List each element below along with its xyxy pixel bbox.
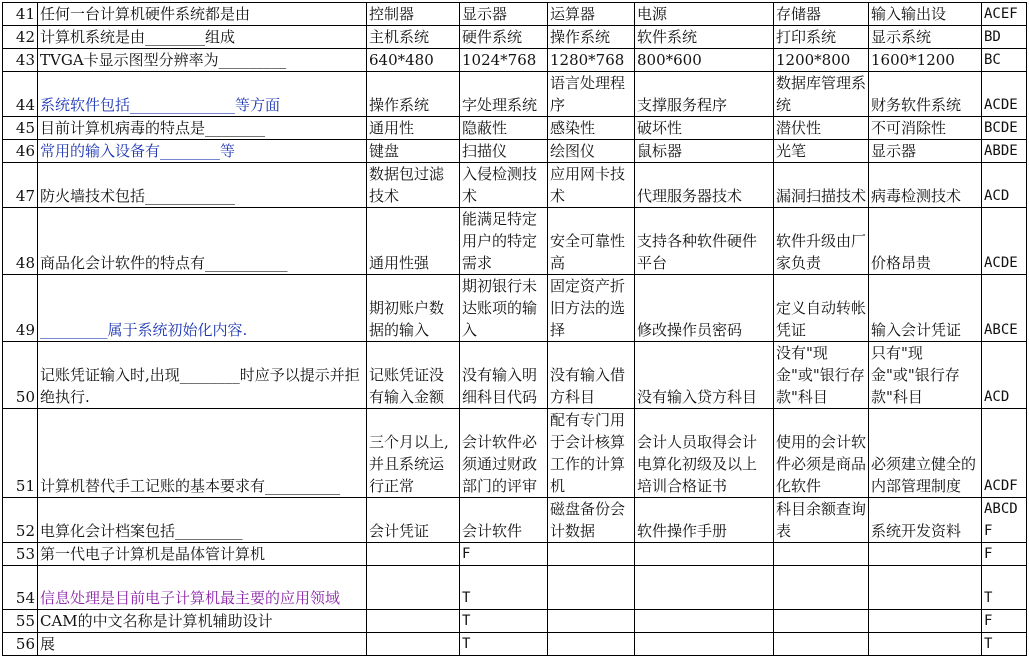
row-number: 51 — [3, 409, 38, 498]
row-number: 53 — [3, 543, 38, 566]
answer-cell: T — [982, 633, 1027, 656]
option-a-cell — [367, 633, 460, 656]
row-number: 49 — [3, 275, 38, 342]
option-b-cell: 扫描仪 — [460, 140, 548, 163]
option-e-cell: 1200*800 — [774, 49, 869, 72]
table-row — [3, 566, 1027, 610]
question-cell: _________属于系统初始化内容. — [38, 275, 367, 342]
option-a-cell: 通用性 — [367, 117, 460, 140]
answer-cell: ACDE — [982, 72, 1027, 117]
row-number: 55 — [3, 610, 38, 633]
option-f-cell — [869, 566, 982, 610]
option-e-cell: 使用的会计软件必须是商品化软件 — [774, 409, 869, 498]
option-c-cell — [548, 543, 635, 566]
option-a-cell: 数据包过滤技术 — [367, 163, 460, 208]
option-b-cell: 隐蔽性 — [460, 117, 548, 140]
option-c-cell: 磁盘备份会计数据 — [548, 498, 635, 543]
option-e-cell — [774, 610, 869, 633]
table-row — [3, 342, 1027, 409]
answer-cell: ACDF — [982, 409, 1027, 498]
row-number: 41 — [3, 3, 38, 26]
option-a-cell: 期初账户数据的输入 — [367, 275, 460, 342]
option-a-cell: 主机系统 — [367, 26, 460, 49]
option-b-cell: 会计软件 — [460, 498, 548, 543]
option-b-cell: 显示器 — [460, 3, 548, 26]
row-number: 43 — [3, 49, 38, 72]
question-cell: 第一代电子计算机是晶体管计算机 — [38, 543, 367, 566]
question-cell: 信息处理是目前电子计算机最主要的应用领域 — [38, 566, 367, 610]
question-cell: 记账凭证输入时,出现________时应予以提示并拒绝执行. — [38, 342, 367, 409]
table-row — [3, 26, 1027, 49]
table-row — [3, 610, 1027, 633]
option-a-cell — [367, 610, 460, 633]
question-cell: 系统软件包括______________等方面 — [38, 72, 367, 117]
answer-cell: BD — [982, 26, 1027, 49]
option-f-cell: 输入输出设 — [869, 3, 982, 26]
option-c-cell: 运算器 — [548, 3, 635, 26]
option-f-cell: 病毒检测技术 — [869, 163, 982, 208]
option-a-cell — [367, 543, 460, 566]
option-b-cell: 期初银行未达账项的输入 — [460, 275, 548, 342]
option-f-cell: 显示器 — [869, 140, 982, 163]
option-d-cell: 鼠标器 — [635, 140, 774, 163]
option-f-cell: 必须建立健全的内部管理制度 — [869, 409, 982, 498]
table-row — [3, 498, 1027, 543]
question-cell: CAM的中文名称是计算机辅助设计 — [38, 610, 367, 633]
question-cell: 电算化会计档案包括_________ — [38, 498, 367, 543]
option-f-cell — [869, 633, 982, 656]
table-row — [3, 633, 1027, 656]
table-row — [3, 49, 1027, 72]
option-d-cell — [635, 566, 774, 610]
option-f-cell: 1600*1200 — [869, 49, 982, 72]
option-b-cell: 1024*768 — [460, 49, 548, 72]
answer-cell: ACD — [982, 342, 1027, 409]
option-b-cell: 入侵检测技术 — [460, 163, 548, 208]
option-d-cell — [635, 633, 774, 656]
option-b-cell: T — [460, 610, 548, 633]
table-row — [3, 3, 1027, 26]
option-c-cell — [548, 633, 635, 656]
option-f-cell — [869, 543, 982, 566]
option-f-cell: 不可消除性 — [869, 117, 982, 140]
question-cell: 任何一台计算机硬件系统都是由 — [38, 3, 367, 26]
table-row — [3, 140, 1027, 163]
option-b-cell: 会计软件必须通过财政部门的评审 — [460, 409, 548, 498]
option-e-cell: 没有"现金"或"银行存款"科目 — [774, 342, 869, 409]
answer-cell: ABCDF — [982, 498, 1027, 543]
question-cell: 计算机替代手工记账的基本要求有__________ — [38, 409, 367, 498]
option-a-cell: 通用性强 — [367, 208, 460, 275]
option-e-cell: 潜伏性 — [774, 117, 869, 140]
option-e-cell: 打印系统 — [774, 26, 869, 49]
option-c-cell: 1280*768 — [548, 49, 635, 72]
answer-cell: ABCE — [982, 275, 1027, 342]
option-b-cell: F — [460, 543, 548, 566]
answer-cell: ACEF — [982, 3, 1027, 26]
option-c-cell: 语言处理程序 — [548, 72, 635, 117]
option-d-cell: 支撑服务程序 — [635, 72, 774, 117]
option-e-cell — [774, 633, 869, 656]
table-row — [3, 163, 1027, 208]
option-a-cell: 操作系统 — [367, 72, 460, 117]
option-e-cell: 软件升级由厂家负责 — [774, 208, 869, 275]
option-c-cell: 没有输入借方科目 — [548, 342, 635, 409]
option-d-cell: 破坏性 — [635, 117, 774, 140]
option-b-cell: 能满足特定用户的特定需求 — [460, 208, 548, 275]
question-cell: 目前计算机病毒的特点是________ — [38, 117, 367, 140]
option-f-cell: 财务软件系统 — [869, 72, 982, 117]
row-number: 44 — [3, 72, 38, 117]
question-table — [2, 2, 1027, 656]
option-f-cell: 价格昂贵 — [869, 208, 982, 275]
question-cell: TVGA卡显示图型分辨率为_________ — [38, 49, 367, 72]
option-a-cell: 控制器 — [367, 3, 460, 26]
option-d-cell: 修改操作员密码 — [635, 275, 774, 342]
option-d-cell — [635, 610, 774, 633]
row-number: 56 — [3, 633, 38, 656]
answer-cell: BCDE — [982, 117, 1027, 140]
option-a-cell: 键盘 — [367, 140, 460, 163]
option-d-cell: 会计人员取得会计电算化初级及以上培训合格证书 — [635, 409, 774, 498]
option-b-cell: T — [460, 566, 548, 610]
option-e-cell: 光笔 — [774, 140, 869, 163]
option-c-cell — [548, 566, 635, 610]
option-d-cell: 支持各种软件硬件平台 — [635, 208, 774, 275]
row-number: 52 — [3, 498, 38, 543]
row-number: 46 — [3, 140, 38, 163]
answer-cell: F — [982, 610, 1027, 633]
option-f-cell — [869, 610, 982, 633]
option-e-cell: 定义自动转帐凭证 — [774, 275, 869, 342]
option-b-cell: 硬件系统 — [460, 26, 548, 49]
table-row — [3, 409, 1027, 498]
option-a-cell: 会计凭证 — [367, 498, 460, 543]
option-f-cell: 输入会计凭证 — [869, 275, 982, 342]
option-a-cell: 三个月以上,并且系统运行正常 — [367, 409, 460, 498]
row-number: 48 — [3, 208, 38, 275]
row-number: 45 — [3, 117, 38, 140]
option-c-cell: 固定资产折旧方法的选择 — [548, 275, 635, 342]
option-d-cell: 软件系统 — [635, 26, 774, 49]
question-cell: 防火墙技术包括____________ — [38, 163, 367, 208]
table-row — [3, 275, 1027, 342]
table-row — [3, 72, 1027, 117]
option-e-cell: 漏洞扫描技术 — [774, 163, 869, 208]
answer-cell: F — [982, 543, 1027, 566]
option-a-cell — [367, 566, 460, 610]
option-f-cell: 显示系统 — [869, 26, 982, 49]
option-e-cell: 科目余额查询表 — [774, 498, 869, 543]
option-d-cell: 软件操作手册 — [635, 498, 774, 543]
option-d-cell — [635, 543, 774, 566]
table-row — [3, 543, 1027, 566]
answer-cell: ABDE — [982, 140, 1027, 163]
option-e-cell: 存储器 — [774, 3, 869, 26]
option-a-cell: 640*480 — [367, 49, 460, 72]
option-c-cell: 配有专门用于会计核算工作的计算机 — [548, 409, 635, 498]
option-b-cell: 没有输入明细科目代码 — [460, 342, 548, 409]
question-cell: 计算机系统是由________组成 — [38, 26, 367, 49]
option-c-cell — [548, 610, 635, 633]
option-b-cell: 字处理系统 — [460, 72, 548, 117]
option-d-cell: 电源 — [635, 3, 774, 26]
option-c-cell: 安全可靠性高 — [548, 208, 635, 275]
answer-cell: ACD — [982, 163, 1027, 208]
table-row — [3, 208, 1027, 275]
row-number: 47 — [3, 163, 38, 208]
answer-cell: BC — [982, 49, 1027, 72]
option-a-cell: 记账凭证没有输入金额 — [367, 342, 460, 409]
question-cell: 展 — [38, 633, 367, 656]
answer-cell: T — [982, 566, 1027, 610]
option-f-cell: 系统开发资料 — [869, 498, 982, 543]
question-cell: 商品化会计软件的特点有___________ — [38, 208, 367, 275]
answer-cell: ACDE — [982, 208, 1027, 275]
option-e-cell: 数据库管理系统 — [774, 72, 869, 117]
option-d-cell: 没有输入贷方科目 — [635, 342, 774, 409]
question-cell: 常用的输入设备有________等 — [38, 140, 367, 163]
option-c-cell: 应用网卡技术 — [548, 163, 635, 208]
option-f-cell: 只有"现金"或"银行存款"科目 — [869, 342, 982, 409]
row-number: 54 — [3, 566, 38, 610]
option-e-cell — [774, 566, 869, 610]
option-d-cell: 代理服务器技术 — [635, 163, 774, 208]
option-c-cell: 操作系统 — [548, 26, 635, 49]
option-d-cell: 800*600 — [635, 49, 774, 72]
option-e-cell — [774, 543, 869, 566]
table-row — [3, 117, 1027, 140]
option-c-cell: 绘图仪 — [548, 140, 635, 163]
row-number: 50 — [3, 342, 38, 409]
option-b-cell: T — [460, 633, 548, 656]
row-number: 42 — [3, 26, 38, 49]
option-c-cell: 感染性 — [548, 117, 635, 140]
